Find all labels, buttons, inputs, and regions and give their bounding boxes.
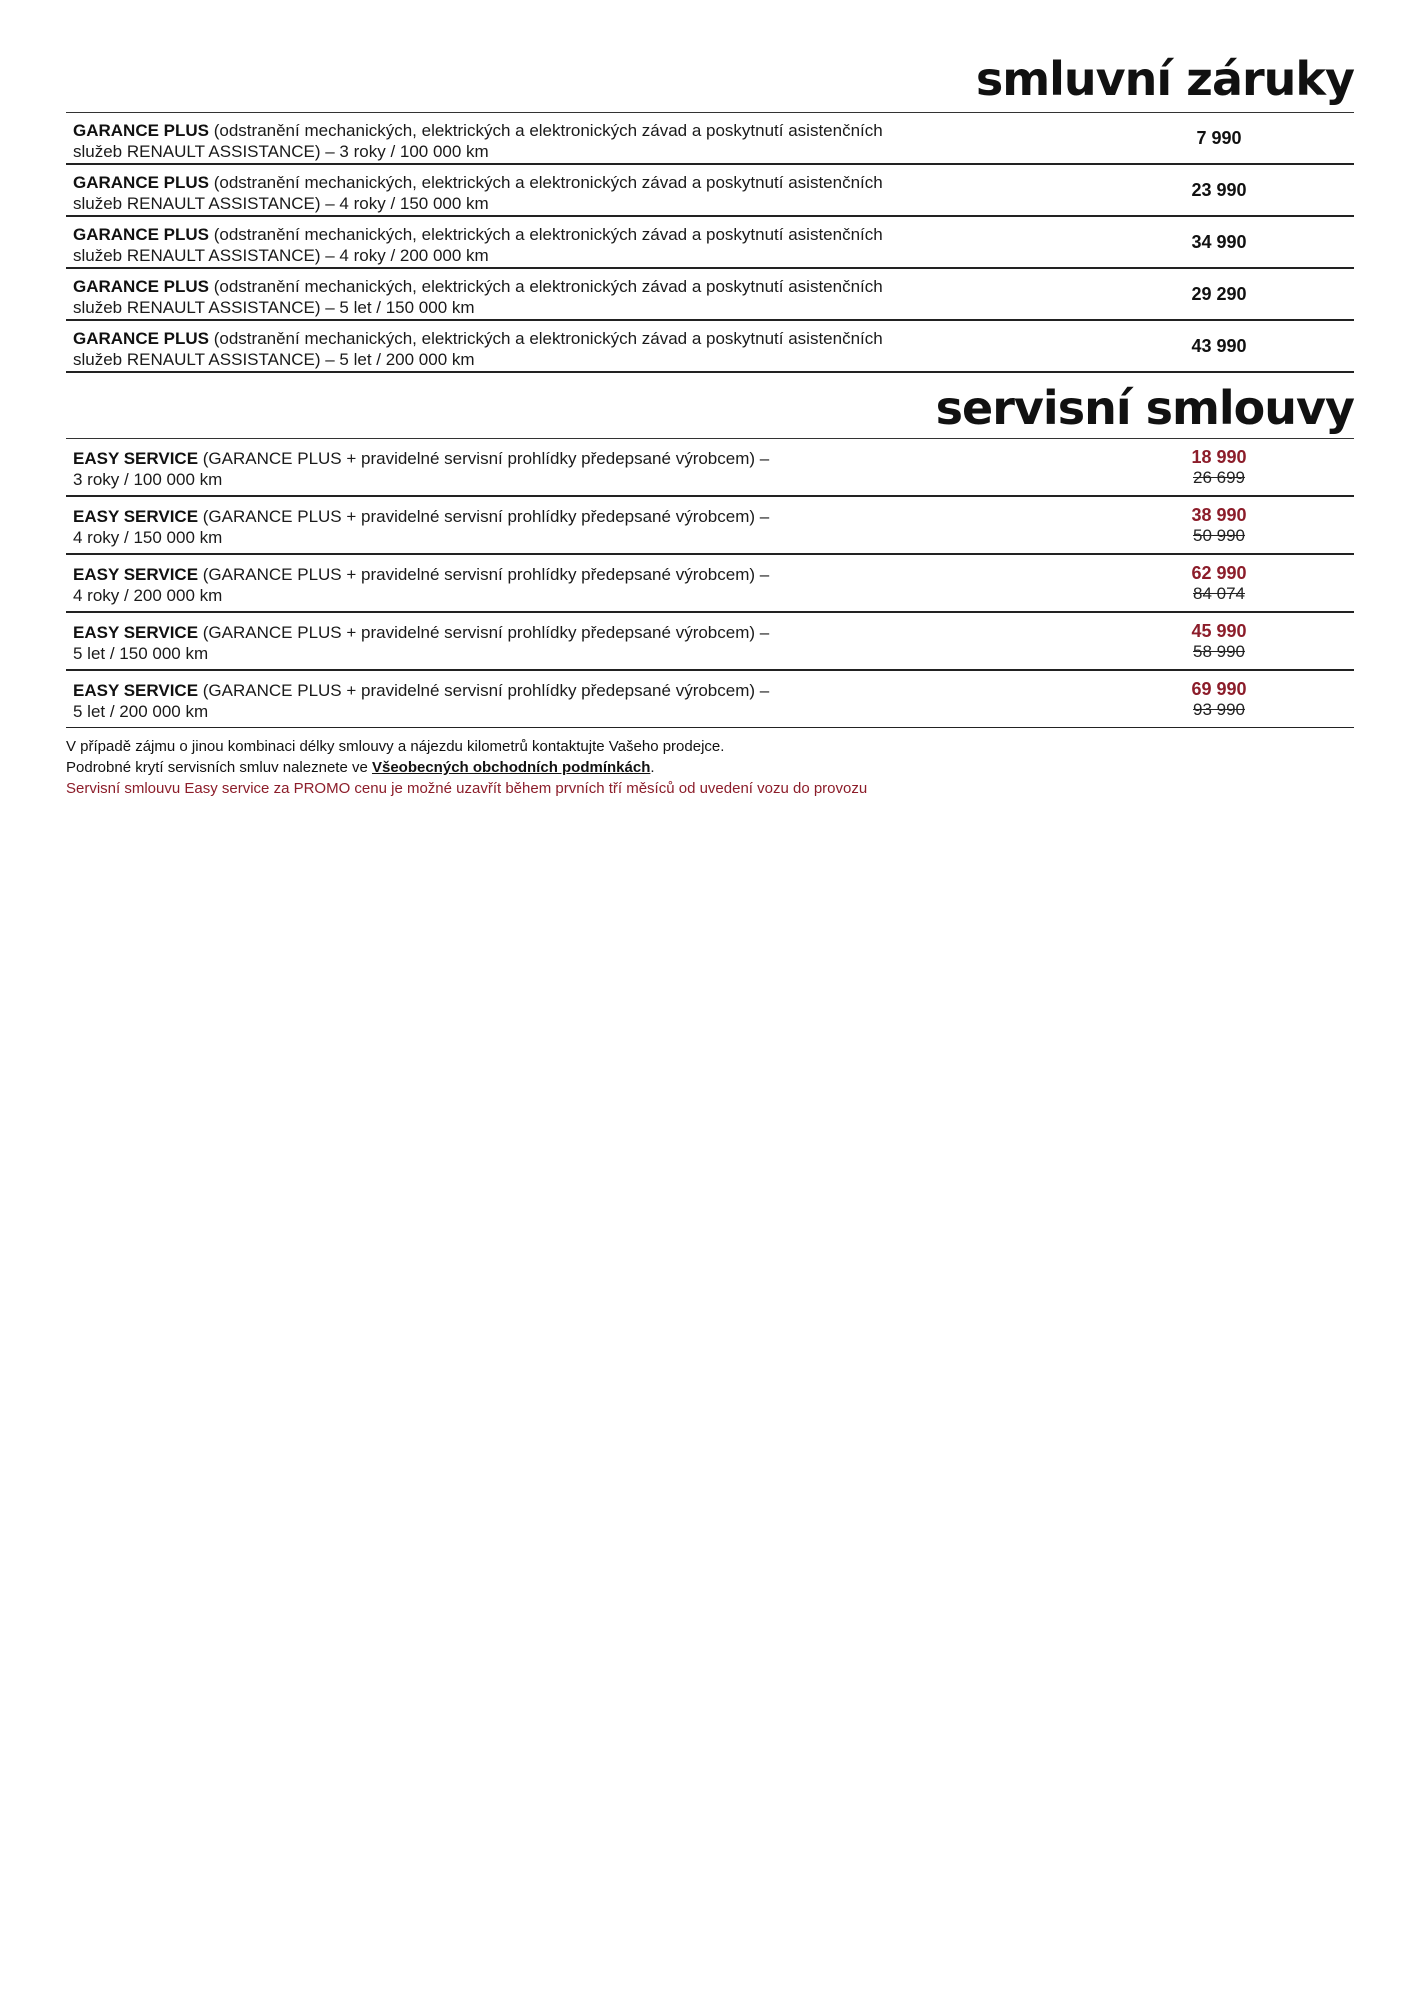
old-price: 26 699 <box>1193 467 1245 487</box>
warranty-table <box>66 112 1354 373</box>
promo-price: 18 990 <box>1191 446 1247 467</box>
table-row <box>66 496 1354 554</box>
row-description: GARANCE PLUS (odstranění mechanických, elektrických a elektronických závad a poskytnutí asistenčních služeb RENAULT ASSISTANCE) – 4 roky / 150 000 km <box>66 164 1123 216</box>
price-list-page <box>66 0 1354 799</box>
promo-price: 38 990 <box>1191 504 1247 525</box>
promo-price: 45 990 <box>1191 620 1247 641</box>
row-price: 29 290 <box>1123 268 1354 320</box>
row-price: 34 990 <box>1123 216 1354 268</box>
table-row <box>66 320 1354 372</box>
row-description: EASY SERVICE (GARANCE PLUS + pravidelné servisní prohlídky předepsané výrobcem) – 3 roky / 100 000 km <box>66 439 1123 497</box>
product-name: EASY SERVICE <box>73 623 199 642</box>
row-description: EASY SERVICE (GARANCE PLUS + pravidelné servisní prohlídky předepsané výrobcem) – 5 let / 150 000 km <box>66 612 1123 670</box>
terms-link[interactable]: Všeobecných obchodních podmínkách <box>371 759 651 776</box>
promo-price: 62 990 <box>1191 562 1247 583</box>
row-price <box>1123 496 1354 554</box>
table-row <box>66 164 1354 216</box>
row-price <box>1123 670 1354 728</box>
table-row <box>66 113 1354 165</box>
row-description: GARANCE PLUS (odstranění mechanických, elektrických a elektronických závad a poskytnutí asistenčních služeb RENAULT ASSISTANCE) – 5 let / 200 000 km <box>66 320 1123 372</box>
product-name: GARANCE PLUS <box>73 225 210 244</box>
row-price: 43 990 <box>1123 320 1354 372</box>
table-row <box>66 216 1354 268</box>
product-name: GARANCE PLUS <box>73 329 210 348</box>
note-promo: Servisní smlouvu Easy service za PROMO cenu je možné uzavřít během prvních tří měsíců od uvedení vozu do provozu <box>66 780 868 797</box>
old-price: 93 990 <box>1193 699 1245 719</box>
table-row <box>66 554 1354 612</box>
table-row <box>66 612 1354 670</box>
row-price <box>1123 439 1354 497</box>
table-row <box>66 670 1354 728</box>
old-price: 84 074 <box>1193 583 1245 603</box>
footnotes <box>66 736 1354 799</box>
product-name: EASY SERVICE <box>73 681 199 700</box>
row-price: 23 990 <box>1123 164 1354 216</box>
row-description: EASY SERVICE (GARANCE PLUS + pravidelné servisní prohlídky předepsané výrobcem) – 4 roky / 200 000 km <box>66 554 1123 612</box>
row-description: GARANCE PLUS (odstranění mechanických, elektrických a elektronických závad a poskytnutí asistenčních služeb RENAULT ASSISTANCE) – 5 let / 150 000 km <box>66 268 1123 320</box>
row-price <box>1123 554 1354 612</box>
product-name: GARANCE PLUS <box>73 277 210 296</box>
warranty-section-title: smluvní záruky <box>975 52 1354 106</box>
service-section-title: servisní smlouvy <box>935 381 1354 435</box>
product-name: GARANCE PLUS <box>73 173 210 192</box>
row-price <box>1123 612 1354 670</box>
old-price: 50 990 <box>1193 525 1245 545</box>
old-price: 58 990 <box>1193 641 1245 661</box>
table-row <box>66 439 1354 497</box>
promo-price: 69 990 <box>1191 678 1247 699</box>
service-table <box>66 438 1354 728</box>
note-contact-dealer: V případě zájmu o jinou kombinaci délky smlouvy a nájezdu kilometrů kontaktujte Vašeho prodejce. <box>66 738 725 755</box>
table-row <box>66 268 1354 320</box>
row-description: GARANCE PLUS (odstranění mechanických, elektrických a elektronických závad a poskytnutí asistenčních služeb RENAULT ASSISTANCE) – 3 roky / 100 000 km <box>66 113 1123 165</box>
note-terms: Podrobné krytí servisních smluv naleznete ve Všeobecných obchodních podmínkách. <box>66 759 655 776</box>
product-name: GARANCE PLUS <box>73 121 210 140</box>
row-description: EASY SERVICE (GARANCE PLUS + pravidelné servisní prohlídky předepsané výrobcem) – 5 let / 200 000 km <box>66 670 1123 728</box>
row-price: 7 990 <box>1123 113 1354 165</box>
row-description: GARANCE PLUS (odstranění mechanických, elektrických a elektronických závad a poskytnutí asistenčních služeb RENAULT ASSISTANCE) – 4 roky / 200 000 km <box>66 216 1123 268</box>
product-name: EASY SERVICE <box>73 565 199 584</box>
product-name: EASY SERVICE <box>73 449 199 468</box>
row-description: EASY SERVICE (GARANCE PLUS + pravidelné servisní prohlídky předepsané výrobcem) – 4 roky / 150 000 km <box>66 496 1123 554</box>
product-name: EASY SERVICE <box>73 507 199 526</box>
